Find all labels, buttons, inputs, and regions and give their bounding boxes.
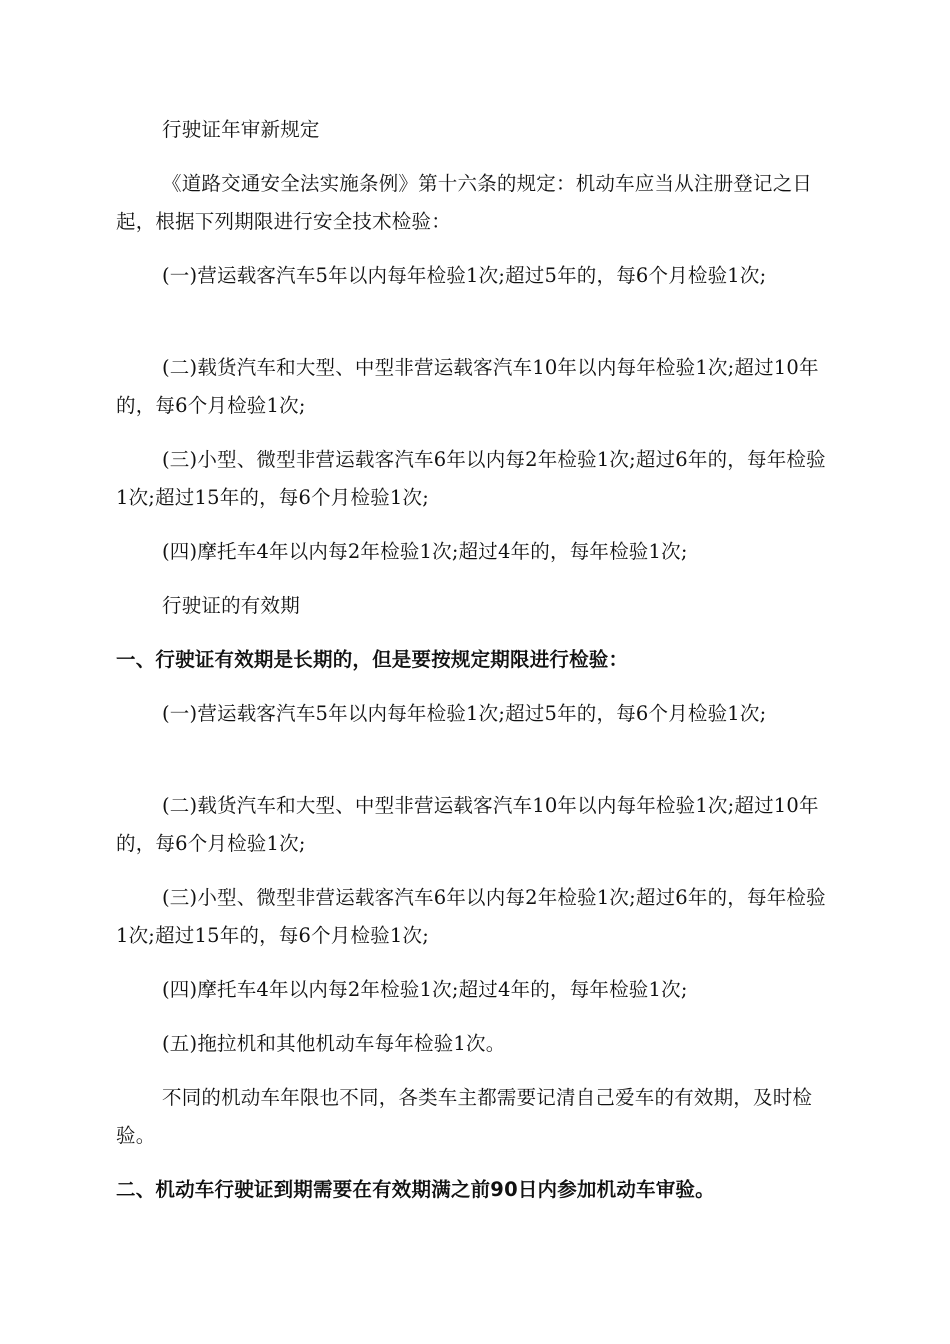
- rule-second-1: (一)营运载客汽车5年以内每年检验1次;超过5年的，每6个月检验1次;: [162, 702, 767, 725]
- section-two-heading: 二、机动车行驶证到期需要在有效期满之前90日内参加机动车审验。: [116, 1178, 715, 1201]
- rule-second-4: (四)摩托车4年以内每2年检验1次;超过4年的，每年检验1次;: [162, 978, 688, 1001]
- rule-second-5: (五)拖拉机和其他机动车每年检验1次。: [162, 1032, 506, 1055]
- intro-paragraph: 《道路交通安全法实施条例》第十六条的规定：机动车应当从注册登记之日起，根据下列期限进行安全技术检验：: [116, 172, 813, 233]
- rule-first-3: (三)小型、微型非营运载客汽车6年以内每2年检验1次;超过6年的，每年检验1次;超过15年的，每6个月检验1次;: [116, 448, 826, 509]
- validity-subtitle: 行驶证的有效期: [162, 594, 300, 617]
- rule-first-4: (四)摩托车4年以内每2年检验1次;超过4年的，每年检验1次;: [162, 540, 688, 563]
- document-title: 行驶证年审新规定: [162, 118, 320, 141]
- rule-first-2: (二)载货汽车和大型、中型非营运载客汽车10年以内每年检验1次;超过10年的，每6个月检验1次;: [116, 356, 819, 417]
- rule-first-1: (一)营运载客汽车5年以内每年检验1次;超过5年的，每6个月检验1次;: [162, 264, 767, 287]
- rule-second-2: (二)载货汽车和大型、中型非营运载客汽车10年以内每年检验1次;超过10年的，每6个月检验1次;: [116, 794, 819, 855]
- closing-note: 不同的机动车年限也不同，各类车主都需要记清自己爱车的有效期，及时检验。: [116, 1086, 813, 1147]
- rule-second-3: (三)小型、微型非营运载客汽车6年以内每2年检验1次;超过6年的，每年检验1次;超过15年的，每6个月检验1次;: [116, 886, 826, 947]
- section-one-heading: 一、行驶证有效期是长期的，但是要按规定期限进行检验：: [116, 648, 629, 671]
